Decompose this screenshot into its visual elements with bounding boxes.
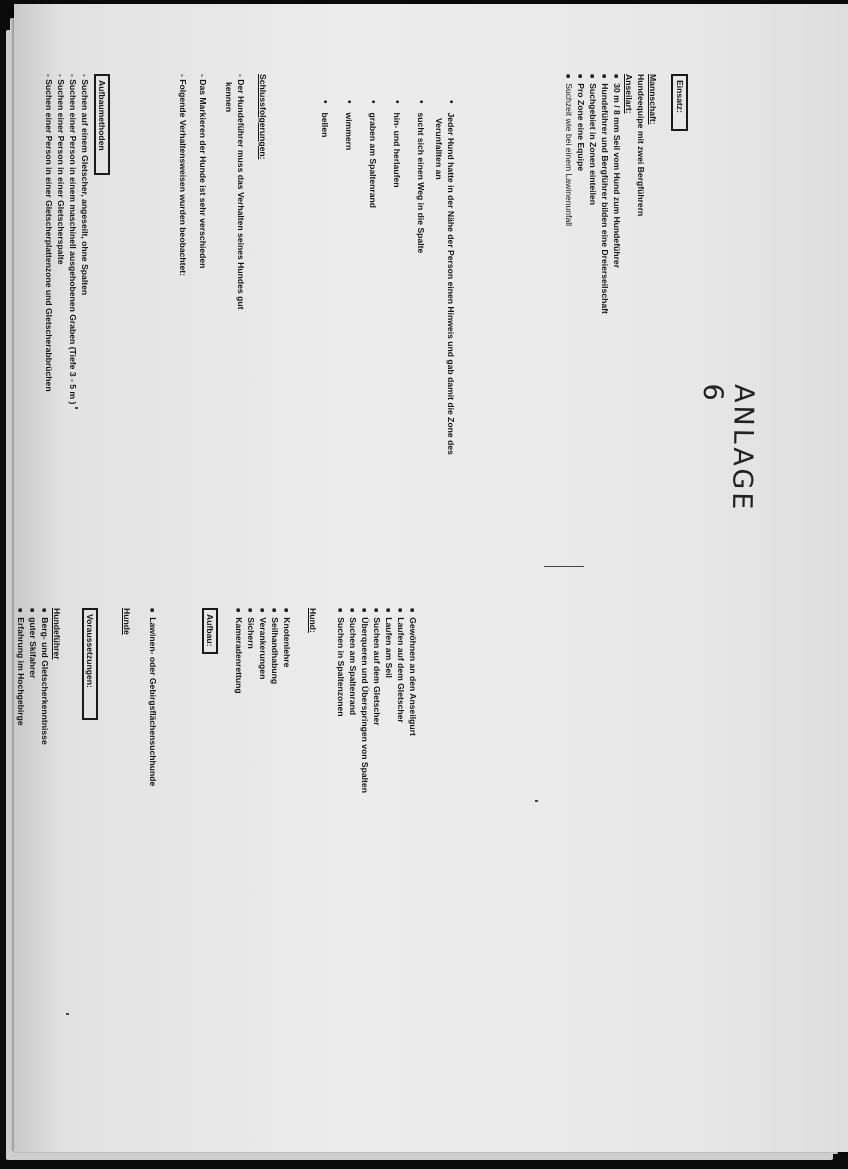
einsatz-heading: Einsatz: (671, 74, 688, 131)
list-item: ■ Suchzeit wie bei einem Lawinenunfall (564, 74, 574, 226)
scan-mark (535, 800, 538, 802)
list-item: ■ Suchen am Spaltenrand (348, 608, 358, 715)
list-item: ■ Pro Zone eine Equipe (576, 74, 586, 171)
list-item: - Suchen einer Person in einer Gletscherspalte (56, 74, 66, 265)
list-item: • bellen (319, 100, 330, 137)
list-item: Verunfallten an (434, 118, 444, 180)
list-item: ■ Suchen auf dem Gletscher (372, 608, 382, 726)
schluss-line: - Das Markieren der Hunde ist sehr verschieden (198, 74, 208, 269)
scan-mark (544, 566, 584, 567)
suchmethoden-heading: Aufbaumethoden (94, 74, 110, 175)
list-item: ■ Suchgebiet in Zonen einteilen (588, 74, 598, 205)
list-item: • wimmern (343, 100, 354, 150)
list-item: • hin- und herlaufen (391, 100, 402, 187)
list-item: - Suchen einer Person in einem maschinell ausgehobenen Graben (Tiefe 3 - 5 m ) (68, 74, 78, 405)
list-item: ■ Suchen in Spaltenzonen (336, 608, 346, 717)
list-item: ■ Seilhandhabung (270, 608, 280, 684)
anlage-stamp: ANLAGE 6 (696, 383, 760, 513)
hundefuehrer-label: Hundeführer (52, 608, 62, 660)
schluss-line: - Folgende Verhaltensweisen wurden beobachtet: (178, 74, 188, 276)
hunde-label: Hunde (122, 608, 132, 635)
list-item: ■ Gewöhnen an den Anseilgurt (408, 608, 418, 736)
list-item: - Suchen auf einem Gletscher, angeseilt, ohne Spalten (80, 74, 90, 296)
aufbau-heading: Aufbau: (202, 608, 218, 654)
list-item: • sucht sich einen Weg in die Spalte (415, 100, 426, 253)
list-item: ■ Lawinen- oder Gebirgsflächensuchhunde (148, 608, 158, 786)
list-item: ■ Sichern (246, 608, 256, 649)
list-item: ■ Hundeführer und Bergführer bilden eine Dreierseilschaft (600, 74, 610, 314)
list-item: ■ Knotenlehre (282, 608, 292, 667)
mannschaft-label: Mannschaft: (648, 74, 658, 125)
list-item: ■ Laufen am Seil (384, 608, 394, 678)
list-item: ■ 30 m / 8 mm Seil vom Hund zum Hundeführer (612, 74, 622, 268)
list-item: ■ Kameradenrettung (234, 608, 244, 694)
list-item: • graben am Spaltenrand (367, 100, 378, 208)
schluss-line: kennen (224, 82, 234, 113)
schluss-heading: Schlussfolgerungen: (258, 74, 268, 160)
schluss-line: - Der Hundeführer muss das Verhalten seines Hundes gut (236, 74, 246, 310)
list-item: ■ Überqueren und Überspringen von Spalten (360, 608, 370, 793)
list-item: ■ Berg- und Gletscherkenntnisse (40, 608, 50, 745)
list-item: ■ Verankerungen (258, 608, 268, 679)
hund-label: Hund: (308, 608, 318, 633)
list-item: ■ Erfahrung im Hochgebirge (16, 608, 26, 726)
voraussetzungen-heading: Voraussetzungen: (82, 608, 98, 720)
scan-mark (75, 407, 78, 409)
mannschaft-text: Hundeequipe mit zwei Bergführern (636, 74, 646, 217)
list-item: • Jeder Hund hatte in der Nähe der Person einen Hinweis und gab damit die Zone des (445, 100, 456, 455)
list-item: ■ Laufen auf dem Gletscher (396, 608, 406, 723)
scan-mark (66, 1013, 69, 1015)
list-item: - Suchen einer Person in einer Gletscherplattenzone und Gletscherabbrüchen (44, 74, 54, 392)
list-item: ■ guter Skifahrer (28, 608, 38, 678)
anseilart-label: Anseilart: (624, 74, 634, 114)
